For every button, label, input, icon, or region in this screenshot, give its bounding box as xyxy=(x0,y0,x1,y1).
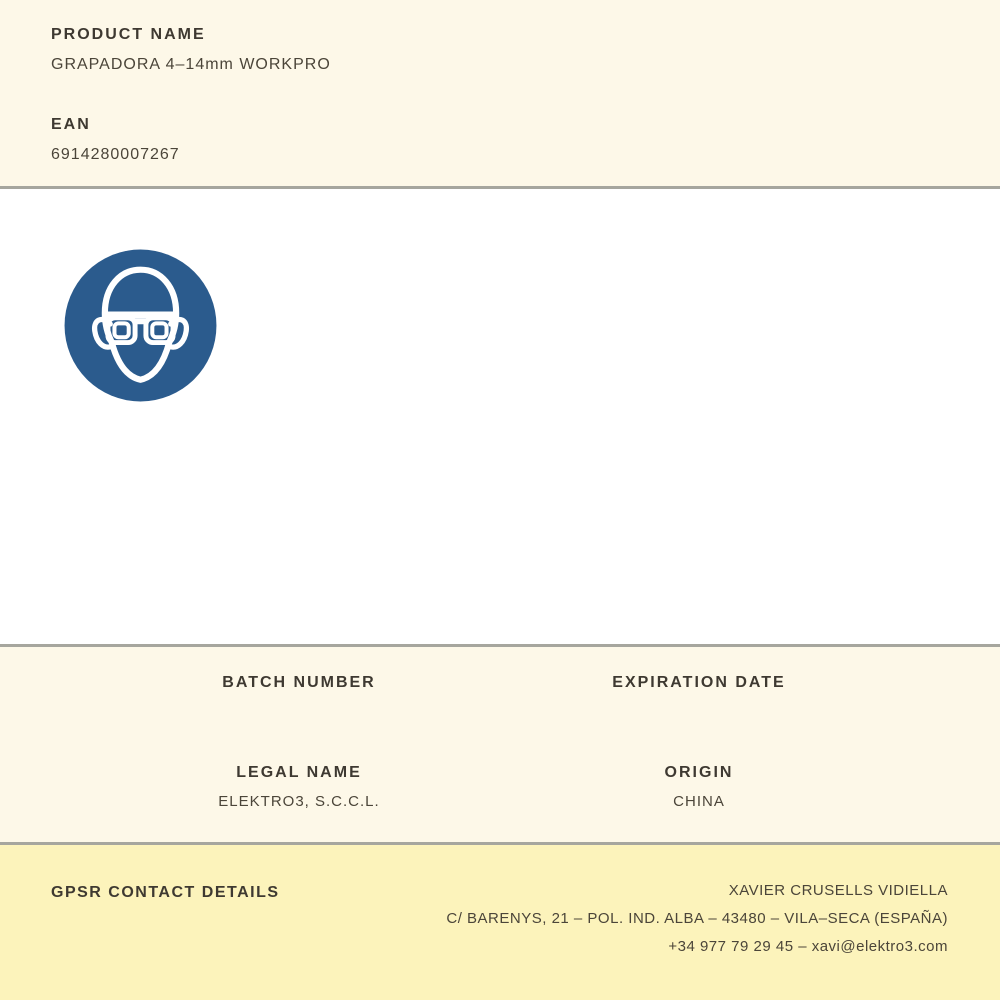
product-name-value: GRAPADORA 4–14mm WORKPRO xyxy=(51,56,331,73)
section-safety-pictograms xyxy=(0,189,1000,644)
wear-eye-protection-icon xyxy=(63,248,218,403)
contact-person-name: XAVIER CRUSELLS VIDIELLA xyxy=(728,882,948,899)
section-product-info xyxy=(0,0,1000,186)
batch-number-label: BATCH NUMBER xyxy=(222,674,376,691)
legal-name-value: ELEKTRO3, S.C.C.L. xyxy=(218,793,380,810)
section-gpsr-contact xyxy=(0,845,1000,1000)
ean-label: EAN xyxy=(51,116,91,133)
contact-phone-email: +34 977 79 29 45 – xavi@elektro3.com xyxy=(668,938,948,955)
contact-address-line: C/ BARENYS, 21 – POL. IND. ALBA – 43480 – VILA–SECA (ESPAÑA) xyxy=(446,910,948,927)
product-name-label: PRODUCT NAME xyxy=(51,26,206,43)
expiration-date-label: EXPIRATION DATE xyxy=(612,674,786,691)
origin-value: CHINA xyxy=(673,793,725,810)
gpsr-contact-heading: GPSR CONTACT DETAILS xyxy=(51,884,280,901)
origin-label: ORIGIN xyxy=(664,764,734,781)
ean-value: 6914280007267 xyxy=(51,146,180,163)
section-details xyxy=(0,647,1000,842)
gpsr-contact-block xyxy=(446,877,948,961)
legal-name-label: LEGAL NAME xyxy=(236,764,362,781)
